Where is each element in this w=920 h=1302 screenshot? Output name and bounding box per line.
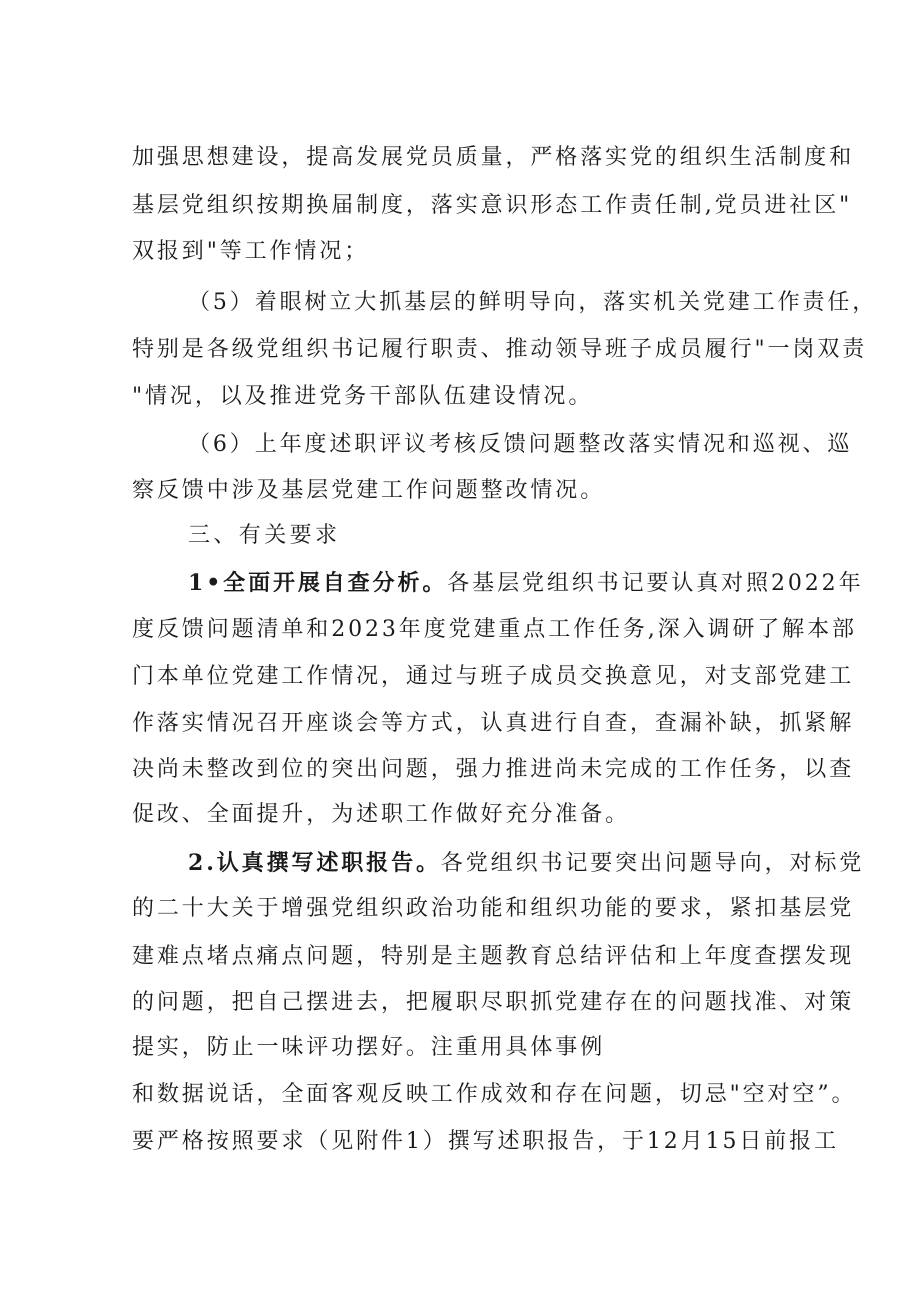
paragraph-line: 要严格按照要求（见附件1）撰写述职报告，于12月15日前报工 — [132, 1129, 839, 1154]
paragraph-line: 门本单位党建工作情况，通过与班子成员交换意见，对支部党建工 — [132, 664, 855, 689]
paragraph-line: 察反馈中涉及基层党建工作问题整改情况。 — [132, 478, 606, 503]
paragraph-line: （6）上年度述职评议考核反馈问题整改落实情况和巡视、巡 — [188, 432, 853, 457]
paragraph-line: 促改、全面提升，为述职工作做好充分准备。 — [132, 802, 631, 827]
section-heading: 三、有关要求 — [188, 523, 341, 548]
paragraph-line: 度反馈问题清单和2023年度党建重点工作任务,深入调研了解本部 — [132, 617, 857, 642]
item-text: 各党组织书记要突出问题导向，对标党 — [440, 851, 865, 876]
paragraph-line: 建难点堵点痛点问题，特别是主题教育总结评估和上年度查摆发现 — [132, 944, 855, 969]
item-line — [188, 568, 864, 599]
paragraph-line: 的问题，把自己摆进去，把履职尽职抓党建存在的问题找准、对策 — [132, 990, 855, 1015]
paragraph-line: 特别是各级党组织书记履行职责、推动领导班子成员履行"一岗双责 — [132, 337, 868, 362]
paragraph-line: 加强思想建设，提高发展党员质量，严格落实党的组织生活制度和 — [132, 145, 855, 170]
item-title: 1•全面开展自查分析。 — [188, 570, 448, 596]
paragraph-line: "情况，以及推进党务干部队伍建设情况。 — [132, 384, 594, 409]
paragraph-line: （5）着眼树立大抓基层的鲜明导向，落实机关党建工作责任， — [188, 290, 878, 315]
item-line — [188, 848, 865, 879]
paragraph-line: 和数据说话，全面客观反映工作成效和存在问题，切忌"空对空”。 — [132, 1082, 857, 1107]
item-title: 2.认真撰写述职报告。 — [188, 850, 441, 876]
paragraph-line: 作落实情况召开座谈会等方式，认真进行自查，查漏补缺，抓紧解 — [132, 711, 855, 736]
paragraph-line: 基层党组织按期换届制度，落实意识形态工作责任制,党员进社区" — [132, 193, 853, 218]
item-text: 各基层党组织书记要认真对照2022年 — [447, 571, 864, 596]
paragraph-line: 决尚未整改到位的突出问题，强力推进尚未完成的工作任务，以查 — [132, 757, 855, 782]
paragraph-line: 的二十大关于增强党组织政治功能和组织功能的要求，紧扣基层党 — [132, 896, 855, 921]
paragraph-line: 提实，防止一味评功摆好。注重用具体事例 — [132, 1035, 606, 1060]
paragraph-line: 双报到"等工作情况； — [132, 239, 370, 264]
